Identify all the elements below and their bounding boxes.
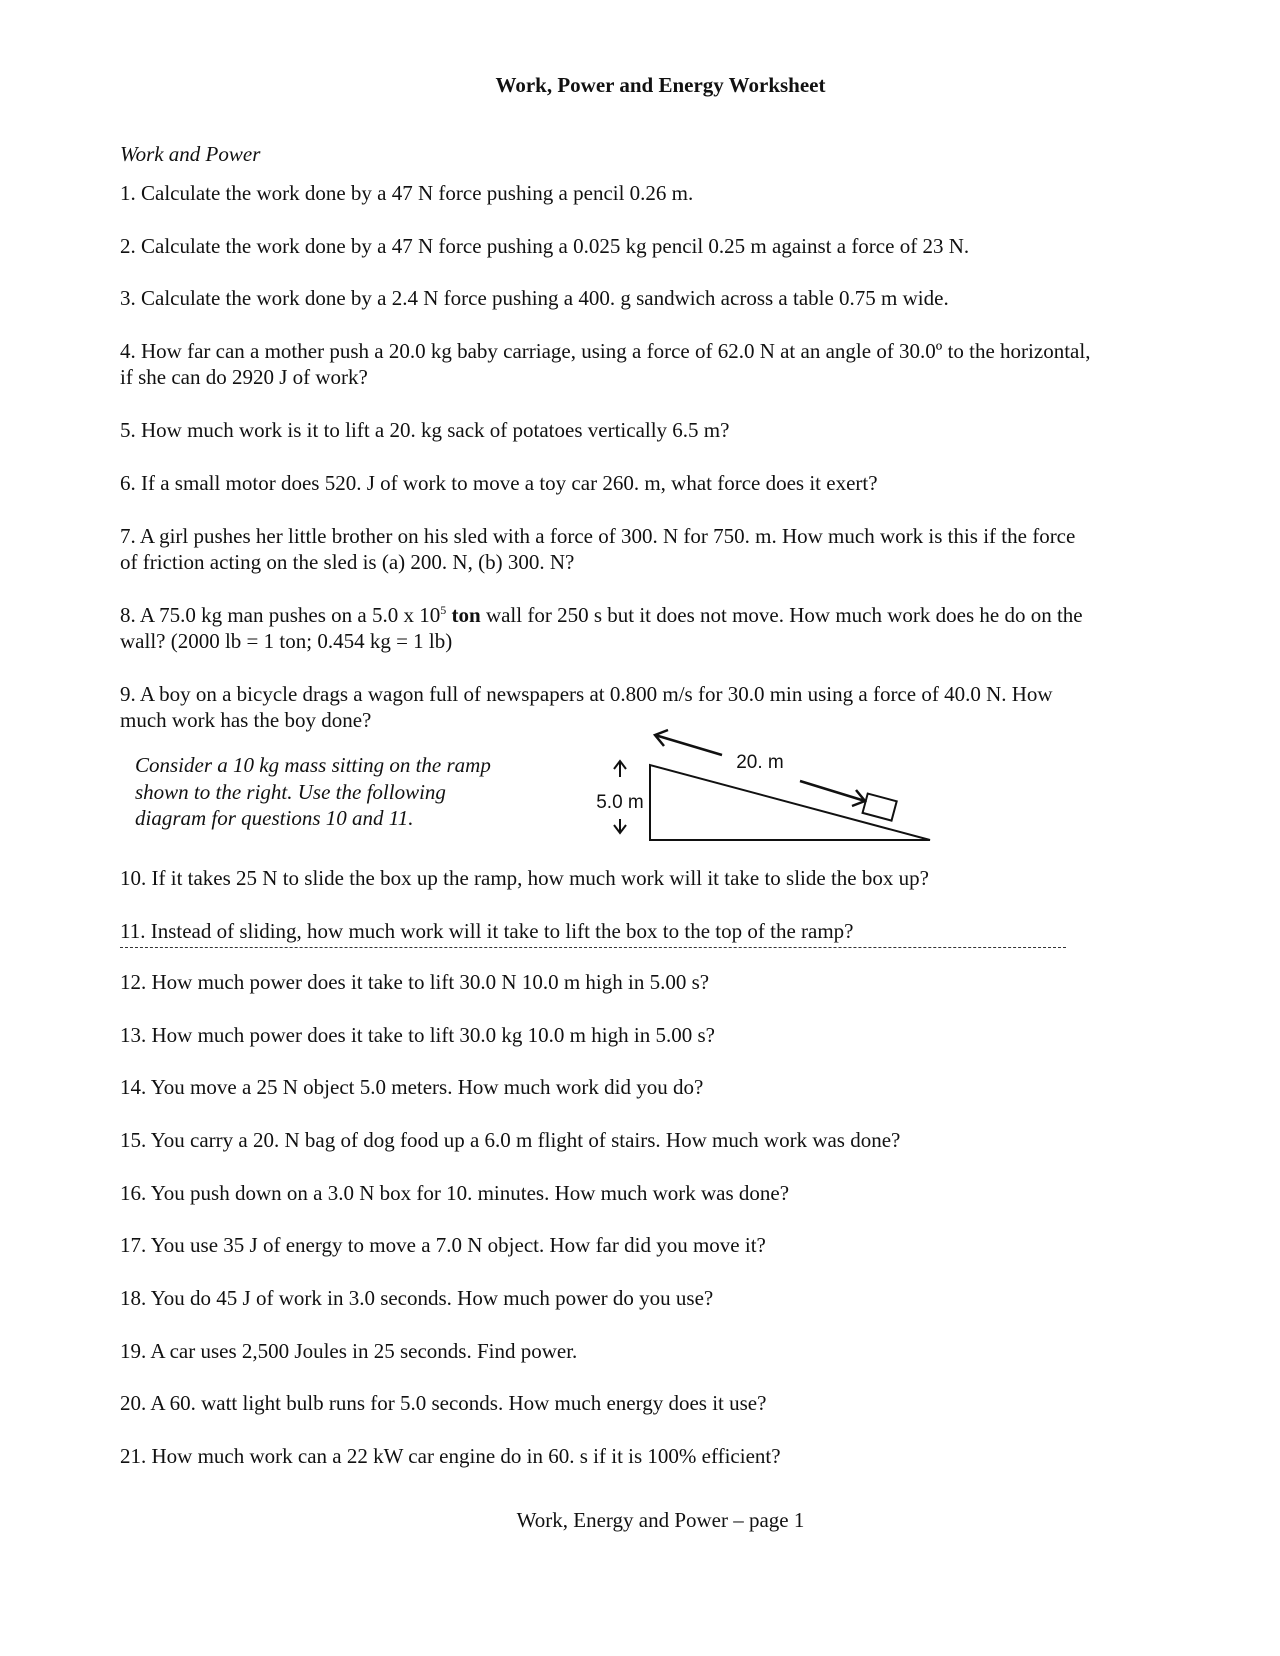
question-12: 12. How much power does it take to lift 30.0 N 10.0 m high in 5.00 s? <box>120 970 710 994</box>
arrow-down-ramp <box>800 781 865 806</box>
question-19: 19. A car uses 2,500 Joules in 25 seconds. Find power. <box>120 1339 578 1363</box>
question-8-bold-unit: ton <box>451 603 481 627</box>
question-8-exponent: 5 <box>440 603 447 617</box>
section-divider <box>120 947 1066 948</box>
question-7-line-1: 7. A girl pushes her little brother on his sled with a force of 300. N for 750. m. How much work is this if the force <box>120 524 1076 548</box>
page-title: Work, Power and Energy Worksheet <box>495 73 826 97</box>
length-label: 20. m <box>736 752 784 773</box>
question-5: 5. How much work is it to lift a 20. kg sack of potatoes vertically 6.5 m? <box>120 418 730 442</box>
question-21: 21. How much work can a 22 kW car engine do in 60. s if it is 100% efficient? <box>120 1444 781 1468</box>
question-16: 16. You push down on a 3.0 N box for 10. minutes. How much work was done? <box>120 1181 790 1205</box>
question-8-text-a: 8. A 75.0 kg man pushes on a 5.0 x 10 <box>120 603 441 627</box>
question-18: 18. You do 45 J of work in 3.0 seconds. How much power do you use? <box>120 1286 714 1310</box>
question-15: 15. You carry a 20. N bag of dog food up a 6.0 m flight of stairs. How much work was done? <box>120 1128 901 1152</box>
height-arrow-down <box>614 819 626 833</box>
ramp-instructions-line-3: diagram for questions 10 and 11. <box>135 806 414 830</box>
question-3: 3. Calculate the work done by a 2.4 N force pushing a 400. g sandwich across a table 0.75 m wide. <box>120 286 949 310</box>
question-20: 20. A 60. watt light bulb runs for 5.0 seconds. How much energy does it use? <box>120 1391 767 1415</box>
question-13: 13. How much power does it take to lift 30.0 kg 10.0 m high in 5.00 s? <box>120 1023 715 1047</box>
ramp-instructions-line-1: Consider a 10 kg mass sitting on the ramp <box>135 753 491 777</box>
height-label: 5.0 m <box>596 792 644 813</box>
section-heading: Work and Power <box>120 142 261 166</box>
question-10: 10. If it takes 25 N to slide the box up the ramp, how much work will it take to slide the box up? <box>120 866 929 890</box>
question-1: 1. Calculate the work done by a 47 N force pushing a pencil 0.26 m. <box>120 181 694 205</box>
question-6: 6. If a small motor does 520. J of work to move a toy car 260. m, what force does it exert? <box>120 471 878 495</box>
box-on-ramp <box>863 794 897 821</box>
question-9-line-1: 9. A boy on a bicycle drags a wagon full of newspapers at 0.800 m/s for 30.0 min using a force of 40.0 N. How <box>120 682 1053 706</box>
ramp-instructions <box>135 752 491 832</box>
question-9-line-2: much work has the boy done? <box>120 708 372 732</box>
page-footer: Work, Energy and Power – page 1 <box>516 1508 805 1532</box>
arrow-up-ramp <box>655 730 722 755</box>
question-17: 17. You use 35 J of energy to move a 7.0 N object. How far did you move it? <box>120 1233 766 1257</box>
ramp-diagram <box>560 725 940 845</box>
height-arrow-up <box>614 761 626 777</box>
question-14: 14. You move a 25 N object 5.0 meters. How much work did you do? <box>120 1075 704 1099</box>
question-8-line-2: wall? (2000 lb = 1 ton; 0.454 kg = 1 lb) <box>120 629 453 653</box>
question-2: 2. Calculate the work done by a 47 N force pushing a 0.025 kg pencil 0.25 m against a force of 23 N. <box>120 234 970 258</box>
question-8-line-1 <box>120 602 1083 628</box>
ramp-instructions-line-2: shown to the right. Use the following <box>135 779 446 804</box>
question-7-line-2: of friction acting on the sled is (a) 200. N, (b) 300. N? <box>120 550 575 574</box>
question-8-text-b: wall for 250 s but it does not move. How much work does he do on the <box>480 603 1083 627</box>
question-4-line-2: if she can do 2920 J of work? <box>120 365 368 389</box>
question-11: 11. Instead of sliding, how much work will it take to lift the box to the top of the ramp? <box>120 919 854 943</box>
question-4-line-1: 4. How far can a mother push a 20.0 kg baby carriage, using a force of 62.0 N at an angle of 30.0º to the horizontal, <box>120 339 1091 363</box>
